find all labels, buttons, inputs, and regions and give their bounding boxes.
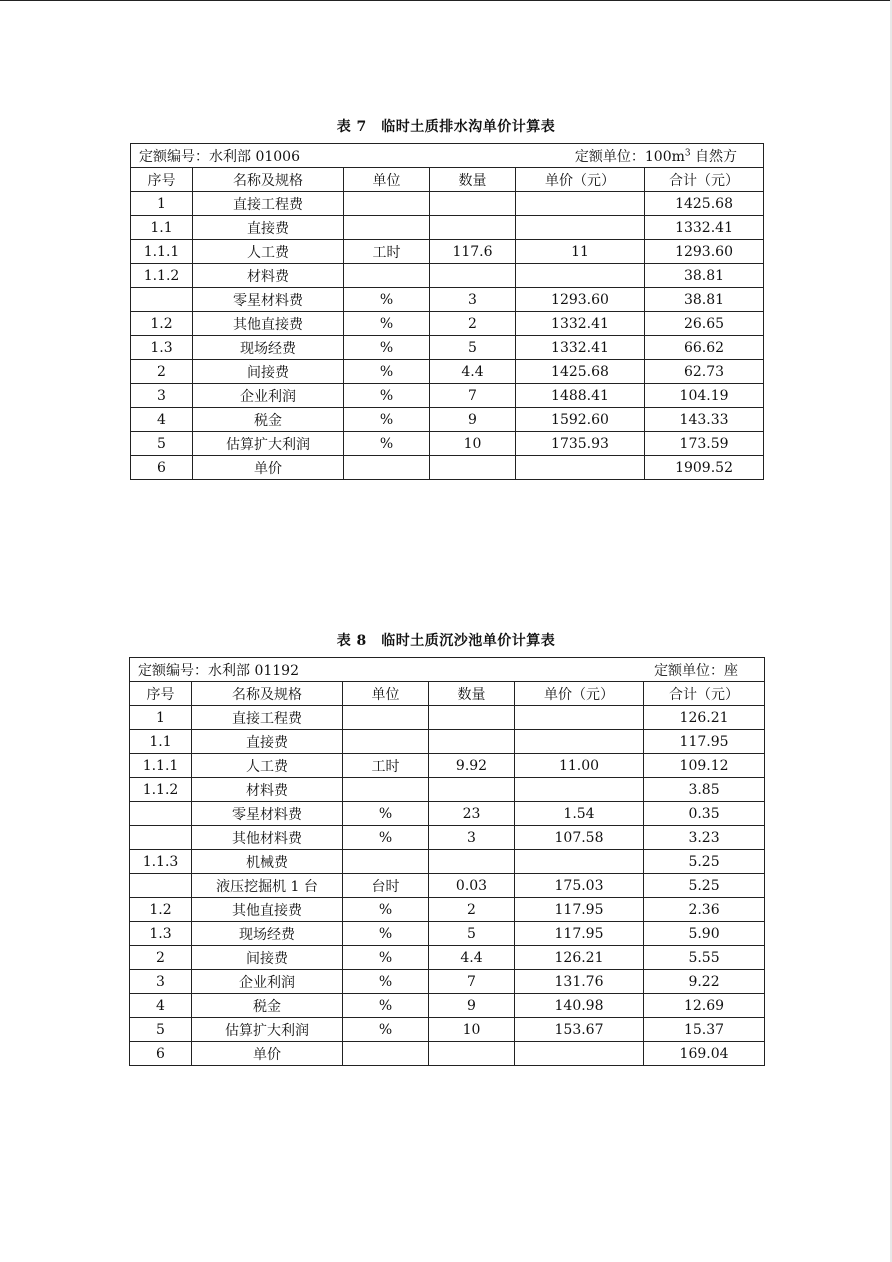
cell-unit-price: 175.03	[515, 874, 644, 898]
column-header-total: 合计（元）	[645, 168, 764, 192]
cell-total: 15.37	[644, 1018, 765, 1042]
cell-quantity: 3	[429, 826, 515, 850]
cell-name-spec: 现场经费	[192, 922, 343, 946]
cell-quantity: 23	[429, 802, 515, 826]
cell-total: 12.69	[644, 994, 765, 1018]
cell-quantity	[429, 730, 515, 754]
cell-unit-price: 117.95	[515, 922, 644, 946]
table-row	[131, 192, 764, 216]
cell-name-spec: 材料费	[193, 264, 344, 288]
cell-name-spec: 直接工程费	[193, 192, 344, 216]
cell-name-spec: 直接费	[193, 216, 344, 240]
cell-unit: 工时	[344, 240, 430, 264]
cell-unit-price: 153.67	[515, 1018, 644, 1042]
cell-name-spec: 单价	[193, 456, 344, 480]
cell-seq: 1.1	[131, 216, 193, 240]
cell-quantity	[430, 456, 516, 480]
table-row	[130, 946, 765, 970]
cell-unit-price	[516, 456, 645, 480]
cell-unit: %	[344, 432, 430, 456]
column-header-name-spec: 名称及规格	[193, 168, 344, 192]
cell-unit-price: 1592.60	[516, 408, 645, 432]
cell-quantity: 2	[429, 898, 515, 922]
cell-quantity	[429, 1042, 515, 1066]
cell-seq: 3	[131, 384, 193, 408]
cell-unit: %	[343, 1018, 429, 1042]
cell-seq: 1.1	[130, 730, 192, 754]
cell-unit	[343, 1042, 429, 1066]
cell-name-spec: 材料费	[192, 778, 343, 802]
cell-quantity: 117.6	[430, 240, 516, 264]
cell-total: 38.81	[645, 264, 764, 288]
cell-seq: 1.2	[130, 898, 192, 922]
cell-name-spec: 估算扩大利润	[193, 432, 344, 456]
cell-total: 5.25	[644, 874, 765, 898]
cell-unit-price: 11	[516, 240, 645, 264]
table-7-quota-number: 定额编号：水利部 01006	[139, 148, 300, 165]
cell-unit-price	[515, 1042, 644, 1066]
cell-unit: %	[344, 312, 430, 336]
cell-unit: %	[343, 898, 429, 922]
cell-seq	[130, 802, 192, 826]
table-7-info-row	[131, 144, 764, 168]
cell-unit-price	[515, 730, 644, 754]
table-row	[131, 432, 764, 456]
cell-unit	[344, 456, 430, 480]
cell-total: 5.90	[644, 922, 765, 946]
cell-quantity: 9	[429, 994, 515, 1018]
cell-quantity: 0.03	[429, 874, 515, 898]
table-row	[130, 802, 765, 826]
cell-total: 3.85	[644, 778, 765, 802]
cell-total: 126.21	[644, 706, 765, 730]
cell-unit: %	[344, 336, 430, 360]
cell-unit-price: 126.21	[515, 946, 644, 970]
table-7-header-row	[131, 168, 764, 192]
cell-unit-price: 107.58	[515, 826, 644, 850]
table-row	[130, 874, 765, 898]
cell-unit: %	[343, 946, 429, 970]
column-header-quantity: 数量	[429, 682, 515, 706]
cell-seq: 1.2	[131, 312, 193, 336]
cell-unit-price: 140.98	[515, 994, 644, 1018]
cell-unit: %	[343, 802, 429, 826]
cell-name-spec: 直接工程费	[192, 706, 343, 730]
cell-total: 1909.52	[645, 456, 764, 480]
table-7	[130, 143, 764, 480]
table-row	[131, 336, 764, 360]
table-row	[131, 264, 764, 288]
cell-total: 0.35	[644, 802, 765, 826]
cell-quantity	[429, 778, 515, 802]
cell-unit	[343, 706, 429, 730]
cell-name-spec: 企业利润	[192, 970, 343, 994]
cell-unit-price: 1.54	[515, 802, 644, 826]
column-header-seq: 序号	[131, 168, 193, 192]
column-header-name-spec: 名称及规格	[192, 682, 343, 706]
cell-seq: 6	[131, 456, 193, 480]
cell-unit-price	[515, 706, 644, 730]
cell-unit: %	[343, 922, 429, 946]
table-row	[131, 240, 764, 264]
cell-name-spec: 企业利润	[193, 384, 344, 408]
cell-seq	[130, 874, 192, 898]
table-row	[130, 850, 765, 874]
table-row	[130, 754, 765, 778]
table-row	[131, 288, 764, 312]
cell-unit: 台时	[343, 874, 429, 898]
cell-quantity: 7	[430, 384, 516, 408]
cell-name-spec: 零星材料费	[192, 802, 343, 826]
cell-quantity: 9.92	[429, 754, 515, 778]
cell-total: 3.23	[644, 826, 765, 850]
table-row	[130, 706, 765, 730]
cell-unit-price: 1425.68	[516, 360, 645, 384]
cell-total: 173.59	[645, 432, 764, 456]
column-header-seq: 序号	[130, 682, 192, 706]
cell-name-spec: 现场经费	[193, 336, 344, 360]
cell-unit-price	[515, 778, 644, 802]
table-row	[130, 970, 765, 994]
cell-seq: 1	[131, 192, 193, 216]
cell-name-spec: 其他直接费	[192, 898, 343, 922]
column-header-unit: 单位	[344, 168, 430, 192]
cell-unit-price: 1293.60	[516, 288, 645, 312]
cell-unit: %	[343, 970, 429, 994]
table-8-info-row	[130, 658, 765, 682]
cell-unit: %	[344, 408, 430, 432]
cell-total: 5.55	[644, 946, 765, 970]
cell-quantity	[429, 850, 515, 874]
column-header-total: 合计（元）	[644, 682, 765, 706]
cell-quantity: 9	[430, 408, 516, 432]
cell-unit-price: 1332.41	[516, 336, 645, 360]
cell-seq: 1.1.1	[131, 240, 193, 264]
cell-total: 62.73	[645, 360, 764, 384]
cell-quantity	[429, 706, 515, 730]
table-8-quota-number: 定额编号：水利部 01192	[138, 662, 299, 679]
cell-name-spec: 零星材料费	[193, 288, 344, 312]
table-row	[130, 922, 765, 946]
cell-unit: %	[344, 288, 430, 312]
table-8-header-row	[130, 682, 765, 706]
cell-seq: 2	[130, 946, 192, 970]
cell-name-spec: 直接费	[192, 730, 343, 754]
cell-name-spec: 人工费	[192, 754, 343, 778]
cell-total: 38.81	[645, 288, 764, 312]
column-header-unit-price: 单价（元）	[516, 168, 645, 192]
cell-name-spec: 税金	[192, 994, 343, 1018]
table-row	[130, 778, 765, 802]
cell-unit: %	[343, 994, 429, 1018]
cell-total: 2.36	[644, 898, 765, 922]
cell-total: 66.62	[645, 336, 764, 360]
cell-seq: 3	[130, 970, 192, 994]
column-header-quantity: 数量	[430, 168, 516, 192]
cell-unit-price: 1332.41	[516, 312, 645, 336]
column-header-unit: 单位	[343, 682, 429, 706]
table-row	[131, 384, 764, 408]
cell-seq: 1.1.2	[131, 264, 193, 288]
cell-unit-price: 1488.41	[516, 384, 645, 408]
cell-seq: 4	[130, 994, 192, 1018]
cell-quantity: 5	[430, 336, 516, 360]
table-7-title: 表 7 临时土质排水沟单价计算表	[336, 119, 556, 135]
table-row	[131, 312, 764, 336]
cell-quantity: 7	[429, 970, 515, 994]
cell-seq	[131, 288, 193, 312]
table-row	[130, 826, 765, 850]
cell-seq	[130, 826, 192, 850]
cell-unit-price: 11.00	[515, 754, 644, 778]
cell-quantity: 4.4	[429, 946, 515, 970]
table-7-quota-unit: 定额单位：$100m^3$ 自然方	[574, 147, 738, 165]
cell-total: 9.22	[644, 970, 765, 994]
cell-seq: 4	[131, 408, 193, 432]
cell-unit-price: 1735.93	[516, 432, 645, 456]
table-row	[130, 730, 765, 754]
cell-unit-price: 131.76	[515, 970, 644, 994]
column-header-unit-price: 单价（元）	[515, 682, 644, 706]
cell-name-spec: 人工费	[193, 240, 344, 264]
cell-name-spec: 其他直接费	[193, 312, 344, 336]
table-8	[129, 657, 765, 1066]
cell-unit: %	[344, 384, 430, 408]
cell-quantity	[430, 264, 516, 288]
cell-seq: 2	[131, 360, 193, 384]
table-row	[130, 898, 765, 922]
cell-unit	[344, 216, 430, 240]
cell-name-spec: 液压挖掘机 1 台	[192, 874, 343, 898]
cell-unit-price: 117.95	[515, 898, 644, 922]
cell-total: 1293.60	[645, 240, 764, 264]
cell-seq: 5	[131, 432, 193, 456]
cell-unit: 工时	[343, 754, 429, 778]
table-row	[130, 1042, 765, 1066]
cell-total: 117.95	[644, 730, 765, 754]
cell-seq: 1.1.2	[130, 778, 192, 802]
cell-unit-price	[516, 216, 645, 240]
cell-name-spec: 间接费	[193, 360, 344, 384]
page-top-border	[0, 0, 892, 1]
cell-quantity: 2	[430, 312, 516, 336]
cell-unit	[343, 850, 429, 874]
cell-name-spec: 机械费	[192, 850, 343, 874]
cell-unit-price	[516, 192, 645, 216]
cell-total: 104.19	[645, 384, 764, 408]
table-row	[130, 1018, 765, 1042]
cell-seq: 6	[130, 1042, 192, 1066]
cell-unit	[344, 264, 430, 288]
cell-quantity	[430, 192, 516, 216]
table-row	[131, 216, 764, 240]
cell-seq: 1.1.3	[130, 850, 192, 874]
cell-total: 143.33	[645, 408, 764, 432]
cell-quantity	[430, 216, 516, 240]
cell-total: 1425.68	[645, 192, 764, 216]
cell-name-spec: 间接费	[192, 946, 343, 970]
cell-seq: 1.3	[131, 336, 193, 360]
cell-seq: 1.3	[130, 922, 192, 946]
cell-unit: %	[344, 360, 430, 384]
cell-seq: 5	[130, 1018, 192, 1042]
cell-total: 5.25	[644, 850, 765, 874]
table-8-quota-unit: 定额单位：座	[654, 662, 739, 679]
cell-quantity: 10	[429, 1018, 515, 1042]
cell-total: 169.04	[644, 1042, 765, 1066]
cell-unit-price	[515, 850, 644, 874]
cell-unit-price	[516, 264, 645, 288]
cell-quantity: 4.4	[430, 360, 516, 384]
cell-seq: 1	[130, 706, 192, 730]
cell-name-spec: 其他材料费	[192, 826, 343, 850]
table-row	[130, 994, 765, 1018]
table-row	[131, 360, 764, 384]
cell-total: 26.65	[645, 312, 764, 336]
cell-unit	[343, 778, 429, 802]
table-8-title: 表 8 临时土质沉沙池单价计算表	[336, 633, 556, 649]
cell-name-spec: 税金	[193, 408, 344, 432]
cell-total: 109.12	[644, 754, 765, 778]
cell-unit	[344, 192, 430, 216]
cell-unit	[343, 730, 429, 754]
cell-total: 1332.41	[645, 216, 764, 240]
cell-quantity: 5	[429, 922, 515, 946]
cell-quantity: 3	[430, 288, 516, 312]
table-row	[131, 408, 764, 432]
cell-name-spec: 估算扩大利润	[192, 1018, 343, 1042]
cell-seq: 1.1.1	[130, 754, 192, 778]
cell-quantity: 10	[430, 432, 516, 456]
table-row	[131, 456, 764, 480]
cell-name-spec: 单价	[192, 1042, 343, 1066]
cell-unit: %	[343, 826, 429, 850]
